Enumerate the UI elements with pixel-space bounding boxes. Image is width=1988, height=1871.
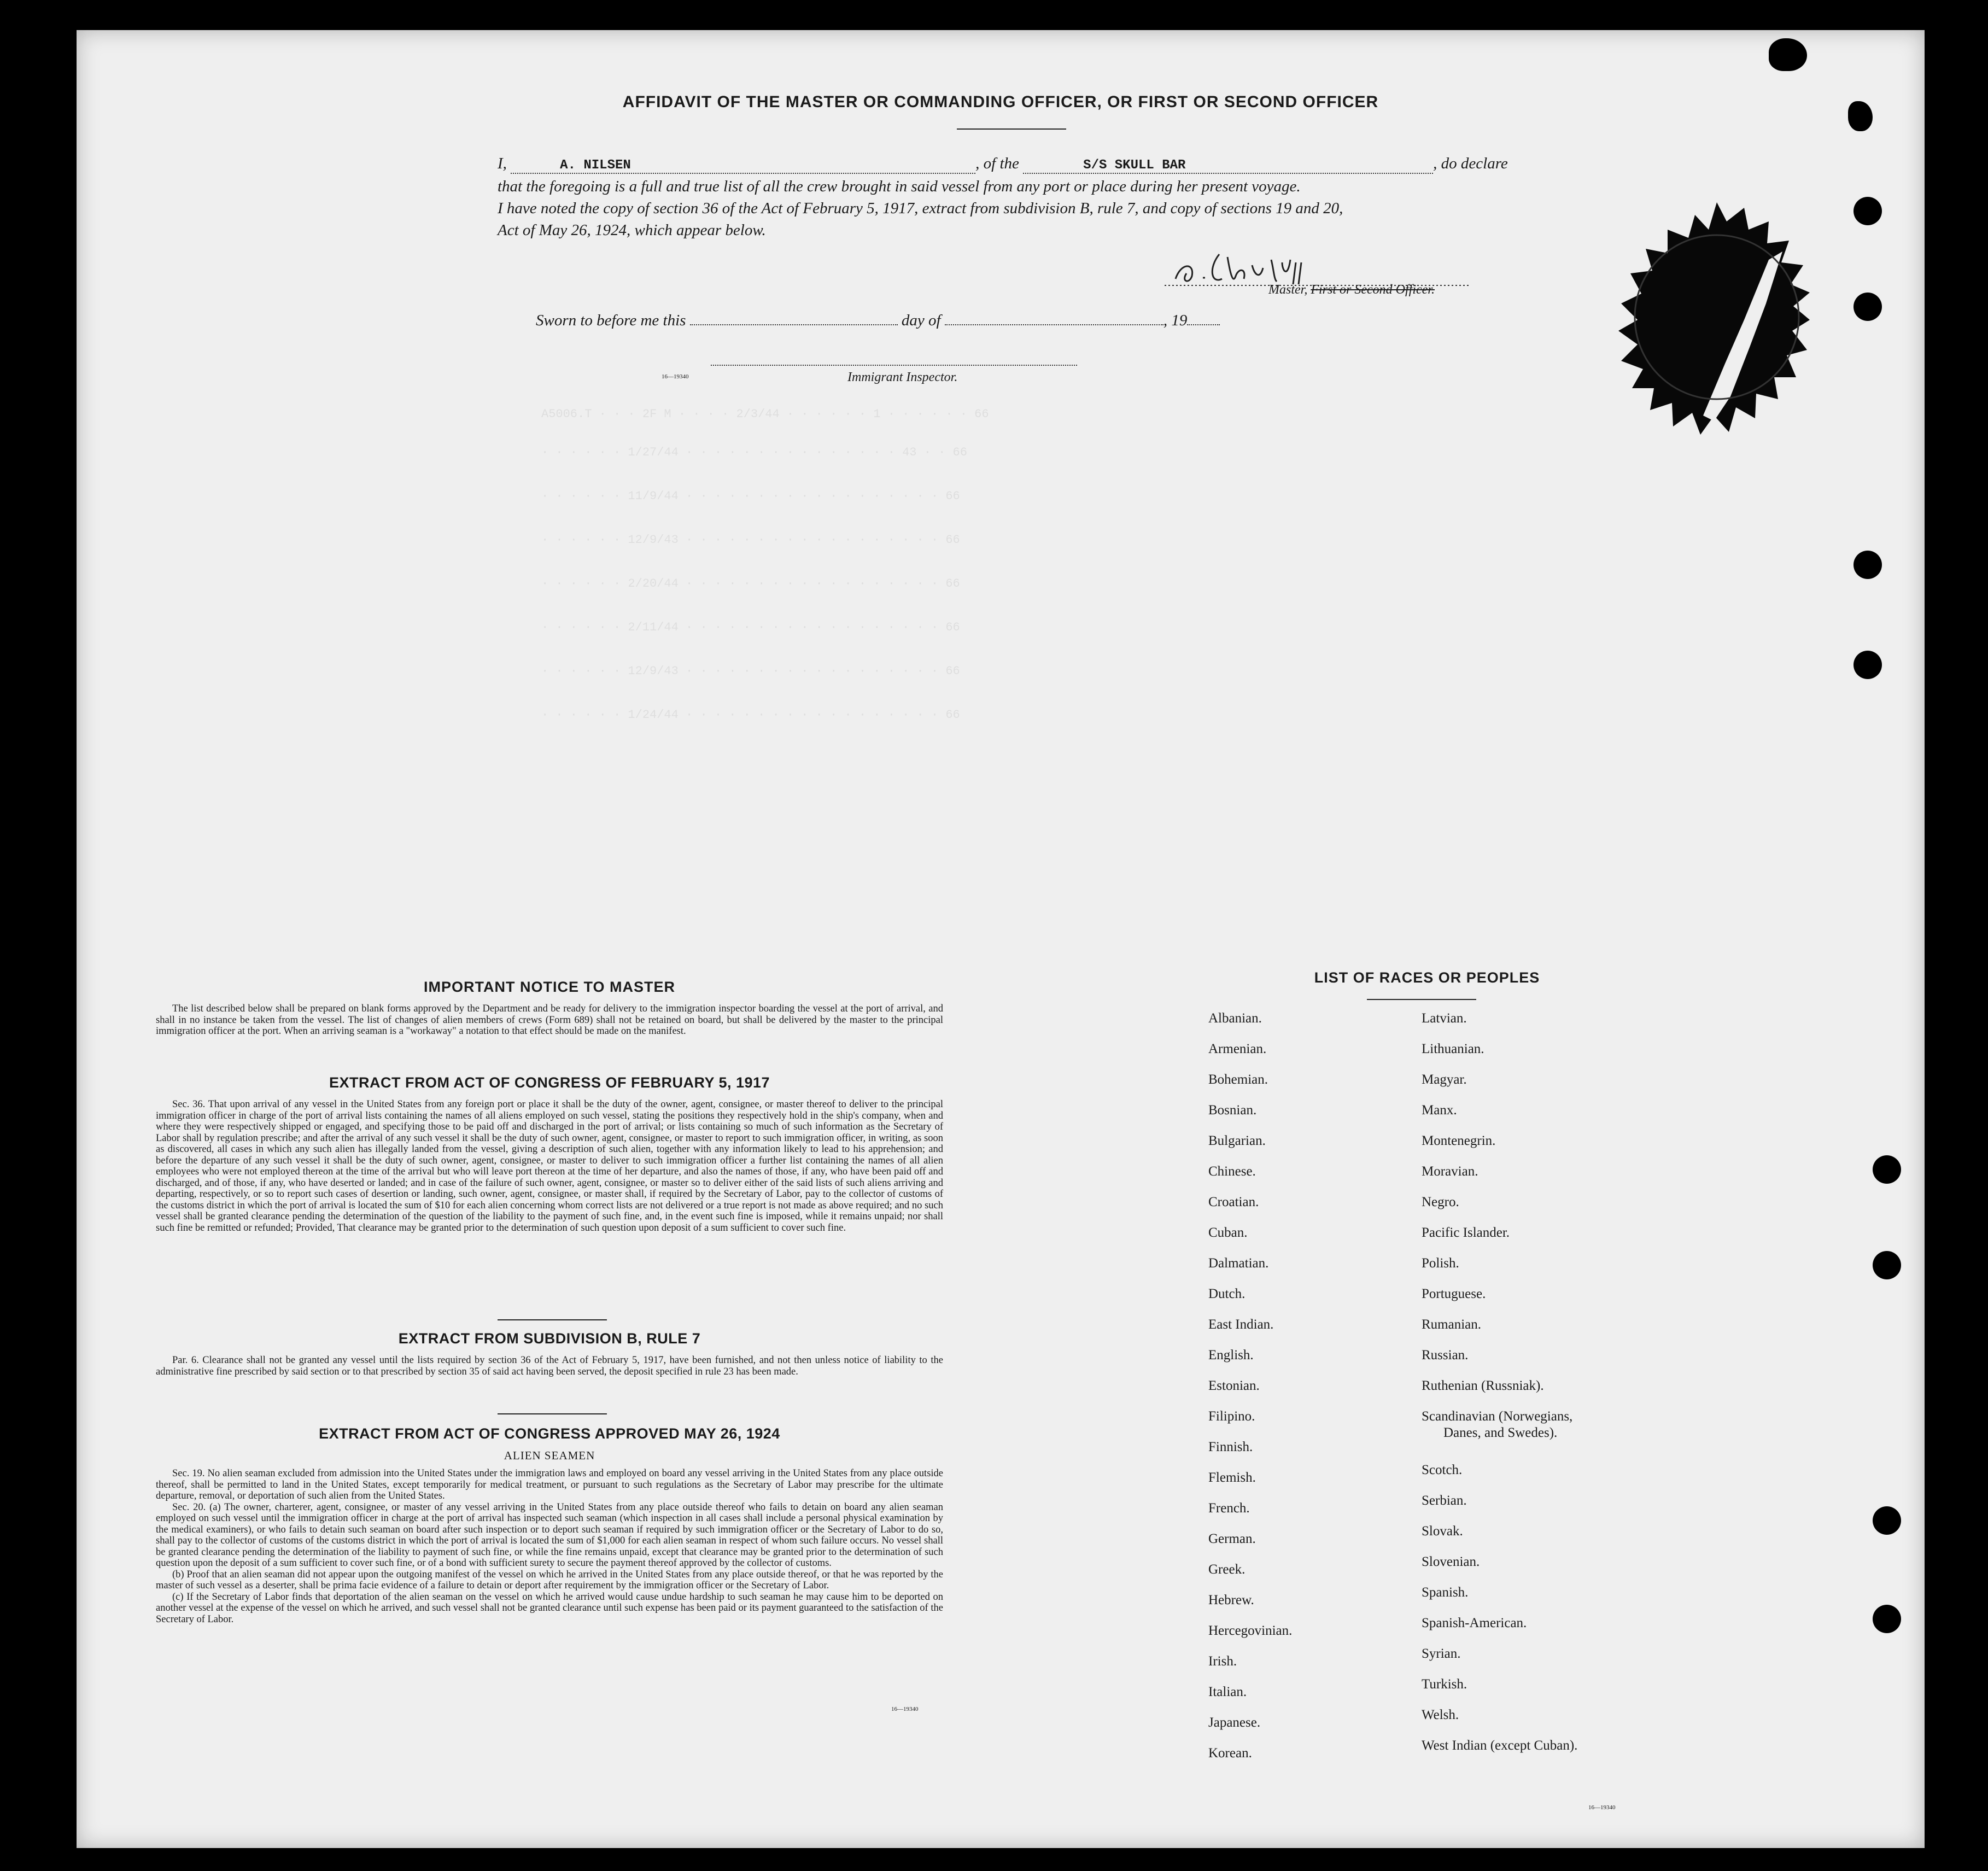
- race-item: Japanese.: [1208, 1715, 1261, 1730]
- vessel-name: S/S SKULL BAR: [1083, 158, 1186, 173]
- notice-title: IMPORTANT NOTICE TO MASTER: [424, 979, 675, 995]
- extract-1924-title: EXTRACT FROM ACT OF CONGRESS APPROVED MAY 26, 1924: [319, 1425, 780, 1442]
- races-left-column: [1208, 1003, 1292, 1769]
- race-item: Italian.: [1208, 1685, 1247, 1699]
- divider: [498, 1413, 607, 1414]
- race-item: Bulgarian.: [1208, 1133, 1266, 1148]
- race-item: Korean.: [1208, 1746, 1252, 1761]
- extract-form-no: 16—19340: [891, 1706, 919, 1712]
- race-item: Scotch.: [1422, 1463, 1463, 1477]
- sworn-month-field: [945, 324, 1163, 325]
- race-item: Portuguese.: [1422, 1287, 1486, 1301]
- race-item: Cuban.: [1208, 1225, 1248, 1240]
- punch-hole: [1853, 551, 1882, 579]
- divider: [1367, 999, 1476, 1000]
- race-item: Estonian.: [1208, 1378, 1260, 1393]
- race-item: Lithuanian.: [1422, 1042, 1484, 1056]
- divider: [498, 1319, 607, 1320]
- vessel-name-field: [1023, 155, 1433, 174]
- race-item: Bohemian.: [1208, 1072, 1268, 1087]
- punch-hole: [1873, 1605, 1901, 1633]
- inspector-signature-line: [711, 365, 1077, 366]
- race-item: Spanish.: [1422, 1585, 1469, 1600]
- race-item: West Indian (except Cuban).: [1422, 1738, 1578, 1753]
- race-item: Moravian.: [1422, 1164, 1478, 1179]
- of-the-label: , of the: [975, 155, 1019, 172]
- race-item: Flemish.: [1208, 1470, 1256, 1485]
- affidavit-line-1: [498, 155, 1597, 174]
- race-item: Ruthenian (Russniak).: [1422, 1378, 1544, 1393]
- extract-1917-paragraph: Sec. 36. That upon arrival of any vessel in the United States from any foreign port or place it shall be the duty of the owner, agent, consignee, or master thereof to deliver to the principal immigration officer in charge of the port of arrival lists containing the names of all aliens employed on such vessel, stating the positions they respectively hold in the ship's company, when and where they were respectively shipped or engaged, and specifying those to be paid off and discharged in the port of arrival; or lists containing so much of such information as the Secretary of Labor shall by regulation prescribe; and after the arrival of any such vessel it shall be the duty of such owner, agent, consignee, or master to report to such immigration officer, in writing, as soon as discovered, all cases in which any such alien has illegally landed from the vessel, giving a description of such alien, together with any information likely to lead to his apprehension; and before the departure of any such vessel it shall be the duty of such owner, agent, consignee, or master to deliver to such immigration officer a further list containing the names of all alien employees who were not employed thereon at the time of the arrival but who will leave port thereon at the time of her departure, and also the names of those, if any, who have been paid off and discharged, and of those, if any, who have deserted or landed; and in case of the failure of such owner, agent, consignee, or master so to deliver either of the said lists of such aliens arriving and departing, respectively, or so to report such cases of desertion or landing, such owner, agent, consignee, or master shall, if required by the Secretary of Labor, pay to the collector of customs of the customs district in which the port of arrival is located the sum of $10 for each alien concerning whom correct lists are not delivered or a true report is not made as above required; and no such vessel shall be granted clearance pending the determination of the question of the liability to the payment of such fine, and, in the event such fine is imposed, while it remains unpaid; nor shall such fine be remitted or refunded; Provided, That clearance may be granted prior to the determination of such question upon deposit of a sum sufficient to cover such fine.: [156, 1099, 943, 1233]
- affidavit-form-no: 16—19340: [662, 373, 689, 380]
- race-item: Montenegrin.: [1422, 1133, 1496, 1148]
- sec20a-paragraph: Sec. 20. (a) The owner, charterer, agent, consignee, or master of any vessel arriving in the United States from any place outside thereof who fails to detain on board any alien seaman employed on such vessel until the immigration officer in charge at the port of arrival has inspected such seaman (which inspection in all cases shall include a personal physical examination by the medical examiners), or who fails to detain such seaman on board after such inspection or to deport such seaman if required by such immigration officer or the Secretary of Labor to do so, shall pay to the collector of customs of the customs district in which the port of arrival is located the sum of $1,000 for each alien seaman in respect of whom such failure occurs. No vessel shall be granted clearance pending the determination of the liability to payment of such fine, or while the fine remains unpaid, except that clearance may be granted prior to the determination of such question upon the deposit of a sum sufficient to cover such fine, or of a bond with sufficient surety to secure the payment thereof approved by the collector of customs.: [156, 1501, 943, 1569]
- race-item: Greek.: [1208, 1562, 1246, 1577]
- sec20c-paragraph: (c) If the Secretary of Labor finds that deportation of the alien seaman on the vessel on which he arrived would cause undue hardship to such seaman he may cause him to be deported on another vessel at the expense of the vessel on which he arrived, and such vessel shall not be granted clearance until such expense has been paid or its payment guaranteed to the satisfaction of the Secretary of Labor.: [156, 1591, 943, 1625]
- inspector-label: Immigrant Inspector.: [847, 370, 958, 384]
- sworn-label: Sworn to before me this: [536, 312, 686, 329]
- punch-hole: [1873, 1251, 1901, 1279]
- race-item: Latvian.: [1422, 1011, 1467, 1026]
- affidavit-line-4: Act of May 26, 1924, which appear below.: [498, 221, 766, 239]
- sec19-paragraph: Sec. 19. No alien seaman excluded from admission into the United States under the immigration laws and employed on board any vessel arriving in the United States from any place outside thereof, shall be permitted to land in the United States, except temporarily for medical treatment, or pursuant to such regulations as the Secretary of Labor may prescribe for the ultimate departure, removal, or deportation of such alien from the United States.: [156, 1468, 943, 1501]
- races-title: LIST OF RACES OR PEOPLES: [1314, 969, 1540, 986]
- affidavit-line-3: I have noted the copy of section 36 of the Act of February 5, 1917, extract from subdivision B, rule 7, and copy of sections 19 and 20,: [498, 200, 1343, 217]
- race-item: Polish.: [1422, 1256, 1459, 1271]
- extract-1924-body: [156, 1468, 943, 1625]
- divider: [957, 128, 1066, 130]
- seal-icon: [1586, 200, 1848, 457]
- race-item: Slovenian.: [1422, 1554, 1480, 1569]
- punch-hole: [1853, 293, 1882, 321]
- race-item: Syrian.: [1422, 1646, 1461, 1661]
- race-item: Croatian.: [1208, 1195, 1259, 1209]
- year-field: [1187, 324, 1220, 325]
- race-item: Scandinavian (Norwegians,: [1422, 1409, 1573, 1424]
- race-item: Armenian.: [1208, 1042, 1267, 1056]
- race-item: Finnish.: [1208, 1440, 1253, 1454]
- seal-stamp: [1586, 200, 1848, 457]
- i-label: I,: [498, 155, 507, 172]
- sec20b-paragraph: (b) Proof that an alien seaman did not appear upon the outgoing manifest of the vessel on which he arrived in the United States from any place outside thereof, or that he was reported by the master of such vessel as a deserter, shall be prima facie evidence of a failure to detain or deport after requirement by the immigration officer or the Secretary of Labor.: [156, 1569, 943, 1591]
- race-item: Albanian.: [1208, 1011, 1262, 1026]
- race-item: Turkish.: [1422, 1677, 1467, 1692]
- extract-rule7-paragraph: Par. 6. Clearance shall not be granted any vessel until the lists required by section 36 of the Act of February 5, 1917, have been furnished, and not then unless notice of liability to the administrative fine prescribed by said section or to that prescribed by section 35 of said act having been served, the deposit specified in rule 23 has been made.: [156, 1355, 943, 1377]
- races-right-column: [1422, 1003, 1577, 1761]
- race-item: East Indian.: [1208, 1317, 1274, 1332]
- race-item: Negro.: [1422, 1195, 1459, 1209]
- affidavit-line-2: that the foregoing is a full and true list of all the crew brought in said vessel from any port or place during her present voyage.: [498, 178, 1301, 195]
- race-item: Dalmatian.: [1208, 1256, 1269, 1271]
- races-form-no: 16—19340: [1588, 1804, 1616, 1811]
- race-item: German.: [1208, 1531, 1256, 1546]
- sworn-day-field: [690, 324, 898, 325]
- race-item: Hebrew.: [1208, 1593, 1254, 1607]
- punch-hole: [1873, 1155, 1901, 1184]
- race-item: Serbian.: [1422, 1493, 1467, 1508]
- race-item: French.: [1208, 1501, 1250, 1516]
- race-item: Bosnian.: [1208, 1103, 1257, 1118]
- race-item: Russian.: [1422, 1348, 1469, 1363]
- race-item: English.: [1208, 1348, 1254, 1363]
- race-item: Chinese.: [1208, 1164, 1256, 1179]
- race-item: Danes, and Swedes).: [1443, 1425, 1558, 1440]
- master-caption: Master,: [1268, 283, 1308, 297]
- race-item: Welsh.: [1422, 1708, 1459, 1722]
- punch-hole: [1873, 1506, 1901, 1535]
- day-of-label: day of: [901, 312, 941, 329]
- document-page: A5006.T · · · 2F M · · · · 2/3/44 · · · · · · 1 · · · · · · 66 · · · · · · 1/27/44 · · · · · · · · · · · · · · · 43 · · 66 · · · · · · 11/9/44 · · · · · · · · · · · · · · · · · · 66 · · · · · · 12/9/43 · · · · · · · · · · · · · · · · · · 66 · · · · · · 2/20/44 · · · · · · · · · · · · · · · · · · 66 · · · · · · 2/11/44 · · · · · · · · · · · · · · · · · · 66 · · · · · · 12/9/43 · · · · · · · · · · · · · · · · · · 66 · · · · · · 1/24/44 · · · · · · · · · · · · · · · · · · 66 AFFIDAVIT OF THE MASTER OR COMMANDING OFFICER, OR FIRST OR SECOND OFFICER I, A. NILSEN , of the S/S SKULL BAR , do declare that the foregoing is a full and true list of all the crew brought in said vessel from any port or place during her present voyage. I have noted the copy of section 36 of the Act of February 5, 1917, extract from subdivision B, rule 7, and copy of sections 19 and 20, Act of May 26, 1924, which appear below. Master, First or Second Officer. Sworn to before me this day of , 19 16—19340 Immigrant Inspector. IMPORTANT NOTICE TO MASTER The list described below shall be prepared on blank forms approved by the Department and be ready for delivery to the immigration inspector boarding the vessel at the port of arrival, and shall in no instance be taken from the vessel. The list of changes of alien members of crews (Form 689) shall not be retained on board, but shall be delivered by the master to the principal immigration officer at the port. When an arriving seaman is a "workaway" a notation to that effect should be made on the manifest. EXTRACT FROM ACT OF CONGRESS OF FEBRUARY 5, 1917 Sec. 36. That upon arrival of any vessel in the United States from any foreign port or place it shall be the duty of the owner, agent, consignee, or master thereof to deliver to the principal immigration officer in charge of the port of arrival lists containing the names of all aliens employed on such vessel, stating the positions they respectively hold in the ship's company, when and where they were respectively shipped or engaged, and specifying those to be paid off and discharged in the port of arrival; or lists containing so much of such information as the Secretary of Labor shall by regulation prescribe; and after the arrival of any such vessel it shall be the duty of such owner, agent, consignee, or master to report to such immigration officer, in writing, as soon as discovered, all cases in which any such alien has illegally landed from the vessel, giving a description of such alien, together with any information likely to lead to his apprehension; and before the departure of any such vessel it shall be the duty of such owner, agent, consignee, or master to deliver to such immigration officer a further list containing the names of all alien employees who were not employed thereon at the time of the arrival but who will leave port thereon at the time of her departure, and also the names of those, if any, who have been paid off and discharged, and of those, if any, who have deserted or landed; and in case of the failure of such owner, agent, consignee, or master so to deliver either of the said lists of such aliens arriving and departing, respectively, or so to report such cases of desertion or landing, such owner, agent, consignee, or master shall, if required by the Secretary of Labor, pay to the collector of customs of the customs district in which the port of arrival is located the sum of $10 for each alien concerning whom correct lists are not delivered or a true report is not made as above required; and no such vessel shall be granted clearance pending the determination of the question of the liability to the payment of such fine, and, in the event such fine is imposed, while it remains unpaid; nor shall such fine be remitted or refunded; Provided, That clearance may be granted prior to the determination of such question upon deposit of a sum sufficient to cover such fine. EXTRACT FROM SUBDIVISION B, RULE 7 Par. 6. Clearance shall not be granted any vessel until the lists required by section 36 of the Act of February 5, 1917, have been furnished, and not then unless notice of liability to the administrative fine prescribed by said section or to that prescribed by section 35 of said act having been served, the deposit specified in rule 23 has been made. EXTRACT FROM ACT OF CONGRESS APPROVED MAY 26, 1924 ALIEN SEAMEN Sec. 19. No alien seaman excluded from admission into the United States under the immigration laws and employed on board any vessel arriving in the United States from any place outside thereof, shall be permitted to land in the United States, except temporarily for medical treatment, or pursuant to such regulations as the Secretary of Labor may prescribe for the ultimate departure, removal, or deportation of such alien from the United States. Sec. 20. (a) The owner, charterer, agent, consignee, or master of any vessel arriving in the United States from any place outside thereof who fails to detain on board any alien seaman employed on such vessel until the immigration officer in charge at the port of arrival has inspected such seaman (which inspection in all cases shall include a personal physical examination by the medical examiners), or who fails to detain such seaman on board after such inspection or to deport such seaman if required by such immigration officer or the Secretary of Labor to do so, shall pay to the collector of customs of the customs district in which the port of arrival is located the sum of $1,000 for each alien seaman in respect of whom such failure occurs. No vessel shall be granted clearance pending the determination of the liability to payment of such fine, or while the fine remains unpaid, except that clearance may be granted prior to the determination of such question upon the deposit of a sum sufficient to cover such fine, or of a bond with sufficient surety to secure the payment thereof approved by the collector of customs. (b) Proof that an alien seaman did not appear upon the outgoing manifest of the vessel on which he arrived in the United States from any place outside thereof, or that he was reported by the master of such vessel as a deserter, shall be prima facie evidence of a failure to detain or deport after requirement by the immigration officer or the Secretary of Labor. (c) If the Secretary of Labor finds that deportation of the alien seaman on the vessel on which he arrived would cause undue hardship to such seaman he may cause him to be deported on another vessel at the expense of the vessel on which he arrived, and such vessel shall not be granted clearance until such expense has been paid or its payment guaranteed to the satisfaction of the Secretary of Labor. 16—19340 LIST OF RACES OR PEOPLES Albanian. Armenian. Bohemian. Bosnian. Bulgarian. Chinese. Croatian. Cuban. Dalmatian. Dutch. East Indian. English. Estonian. Filipino. Finnish. Flemish. French. German. Greek. Hebrew. Hercegovinian. Irish. Italian. Japanese. Korean. Latvian. Lithuanian. Magyar. Manx. Montenegrin. Moravian. Negro. Pacific Islander. Polish. Portuguese. Rumanian. Russian. Ruthenian (Russniak). Scandinavian (Norwegians, Danes, and Swedes). Scotch. Serbian. Slovak. Slovenian. Spanish. Spanish-American. Syrian. Turkish. Welsh. West Indian (except Cuban). 16—19340: [77, 30, 1925, 1848]
- punch-hole: [1853, 197, 1882, 225]
- race-item: Dutch.: [1208, 1287, 1246, 1301]
- race-item: Irish.: [1208, 1654, 1237, 1669]
- extract-1917-body: [156, 1099, 943, 1233]
- race-item: Pacific Islander.: [1422, 1225, 1510, 1240]
- struck-caption: First or Second Officer.: [1311, 283, 1435, 297]
- extract-1917-title: EXTRACT FROM ACT OF CONGRESS OF FEBRUARY 5, 1917: [329, 1074, 770, 1091]
- extract-rule7-body: [156, 1355, 943, 1377]
- notice-body: [156, 1003, 943, 1037]
- year-prefix: , 19: [1163, 312, 1188, 329]
- race-item: Filipino.: [1208, 1409, 1255, 1424]
- race-item: Rumanian.: [1422, 1317, 1482, 1332]
- master-name-field: [511, 155, 975, 174]
- punch-hole: [1853, 651, 1882, 679]
- race-item: Slovak.: [1422, 1524, 1463, 1539]
- affidavit-title: AFFIDAVIT OF THE MASTER OR COMMANDING OFFICER, OR FIRST OR SECOND OFFICER: [622, 93, 1379, 111]
- extract-1924-subtitle: ALIEN SEAMEN: [504, 1449, 595, 1462]
- torn-corner: [1769, 38, 1807, 71]
- do-declare-label: , do declare: [1433, 155, 1508, 172]
- sworn-line: [536, 312, 1220, 330]
- race-item: Spanish-American.: [1422, 1616, 1527, 1630]
- extract-rule7-title: EXTRACT FROM SUBDIVISION B, RULE 7: [398, 1330, 701, 1347]
- signature-caption: [1268, 283, 1435, 297]
- race-item: Hercegovinian.: [1208, 1623, 1293, 1638]
- race-item: Magyar.: [1422, 1072, 1467, 1087]
- race-item: Manx.: [1422, 1103, 1457, 1118]
- master-name: A. NILSEN: [560, 158, 631, 173]
- notice-paragraph: The list described below shall be prepared on blank forms approved by the Department and be ready for delivery to the immigration inspector boarding the vessel at the port of arrival, and shall in no instance be taken from the vessel. The list of changes of alien members of crews (Form 689) shall not be retained on board, but shall be delivered by the master to the principal immigration officer at the port. When an arriving seaman is a "workaway" a notation to that effect should be made on the manifest.: [156, 1003, 943, 1037]
